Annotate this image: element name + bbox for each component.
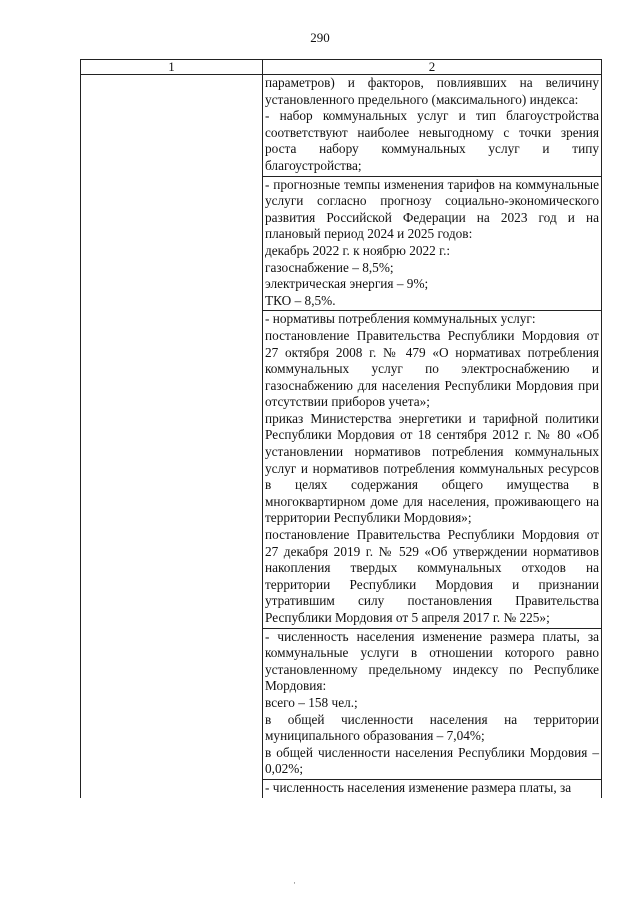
- text-line: параметров) и факторов, повлиявших на величину установленного предельного (максимального) индекса:: [265, 75, 599, 107]
- text-block: [263, 177, 601, 312]
- column-1-cell: [81, 75, 263, 798]
- text-line: декабрь 2022 г. к ноябрю 2022 г.:: [265, 242, 451, 258]
- text-line: - набор коммунальных услуг и тип благоустройства соответствуют наиболее невыгодному с точки зрения роста набору коммунальных услуг и типу благоустройства;: [265, 108, 599, 173]
- text-line: - численность населения изменение размера платы, за: [265, 779, 572, 795]
- column-2-cell: [263, 75, 602, 798]
- text-block: [263, 75, 601, 177]
- page-number: 290: [310, 30, 330, 45]
- column-header-2: 2: [263, 60, 602, 75]
- column-header-1: 1: [81, 60, 263, 75]
- text-line: - численность населения изменение размера платы, за коммунальные услуги в отношении которого равно установленному предельному индексу по Республике Мордовия:: [265, 628, 599, 694]
- text-line: всего – 158 чел.;: [265, 694, 358, 710]
- text-line: ТКО – 8,5%.: [265, 292, 336, 308]
- table-header-row: [81, 60, 602, 75]
- text-line: - прогнозные темпы изменения тарифов на коммунальные услуги согласно прогнозу социально-экономического развития Российской Федерации на 2023 год и на плановый период 2024 и 2025 годов:: [265, 176, 599, 242]
- text-line: в общей численности населения на территории муниципального образования – 7,04%;: [265, 711, 599, 744]
- text-line: в общей численности населения Республики Мордовия – 0,02%;: [265, 744, 599, 777]
- text-line: электрическая энергия – 9%;: [265, 276, 429, 292]
- text-line: постановление Правительства Республики Мордовия от 27 октября 2008 г. № 479 «О нормативах потребления коммунальных услуг по электроснабжению и газоснабжению для населения Республики Мордовия при отсутствии приборов учета»;: [265, 327, 599, 410]
- text-block: [263, 629, 601, 780]
- document-table: [80, 59, 602, 798]
- text-line: постановление Правительства Республики Мордовия от 27 декабря 2019 г. № 529 «Об утверждении нормативов накопления твердых коммунальных отходов на территории Республики Мордовия и признании утратившим силу постановления Правительства Республики Мордовия от 5 апреля 2017 г. № 225»;: [265, 527, 599, 625]
- text-line: газоснабжение – 8,5%;: [265, 259, 394, 275]
- text-block: [263, 780, 601, 798]
- text-line: приказ Министерства энергетики и тарифной политики Республики Мордовия от 18 сентября 2012 г. № 80 «Об установлении нормативов потребления коммунальных услуг и нормативов потребления коммунальных ресурсов в целях содержания общего имущества в многоквартирном доме для населения, проживающего на территории Республики Мордовия»;: [265, 410, 599, 526]
- scan-speck: ·: [293, 878, 296, 888]
- text-line: - нормативы потребления коммунальных услуг:: [265, 311, 536, 327]
- text-block: [263, 311, 601, 628]
